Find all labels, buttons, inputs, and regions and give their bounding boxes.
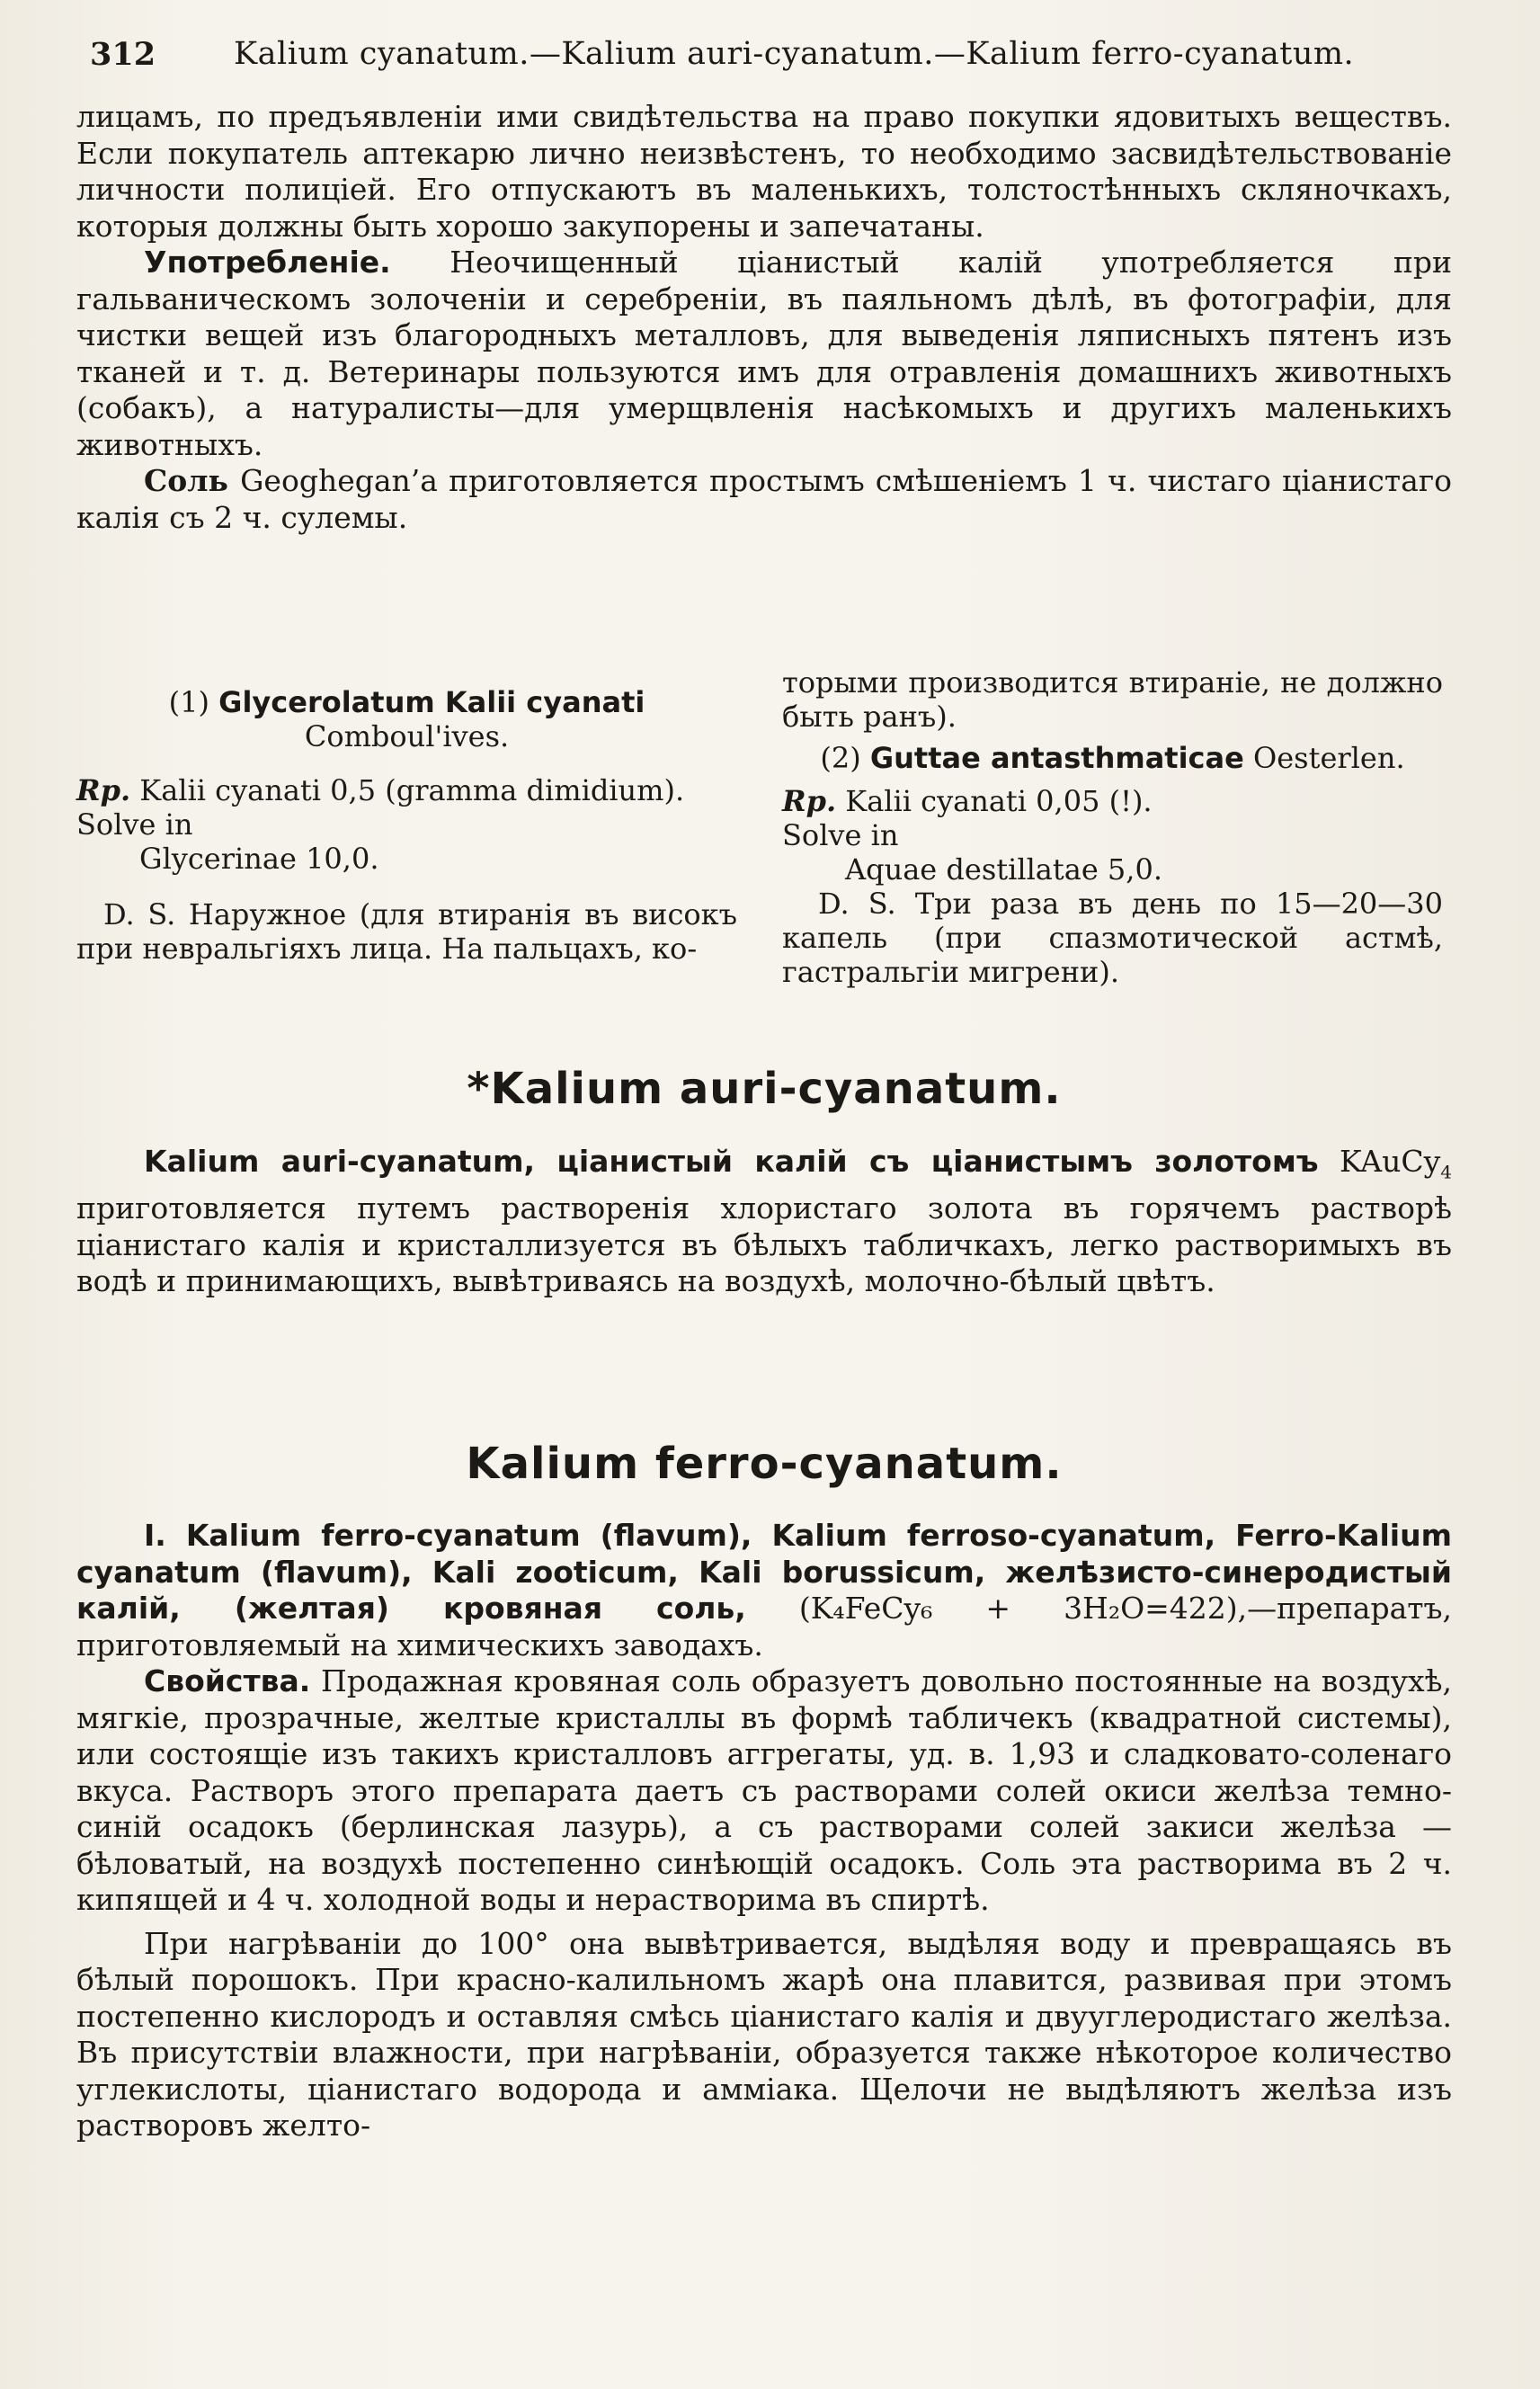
auri-cyanatum-section [76, 1144, 1452, 1300]
auri-formula-subscript: 4 [1440, 1161, 1452, 1183]
recipe-1-heading [76, 685, 737, 753]
recipe-2-heading [782, 741, 1443, 775]
auri-formula: KAuCy [1318, 1144, 1441, 1179]
geoghegan-name: Geoghegan’a [240, 463, 438, 498]
recipe-2-solve: Solve in [782, 818, 899, 852]
recipe-2-ingredient: Kalii cyanati 0,05 (!). [836, 784, 1153, 818]
recipe-1-ds-text: Наружное (для втиранія въ високъ при невральгіяхъ лица. На пальцахъ, ко- [76, 897, 738, 966]
recipe-2-prescription [782, 784, 1443, 818]
recipe-1-solvent: Glycerinae 10,0. [139, 842, 379, 876]
page-number: 312 [90, 36, 156, 73]
ferro-synonyms: I. Kalium ferro-cyanatum (flavum), Kalium ferroso-cyanatum, Ferro-Kalium cyanatum (flavum), Kali zooticum, Kali borussicum, желѣзисто-синеродистый калій, (желтая) кровяная соль, [76, 1518, 1452, 1626]
recipe-1 [76, 685, 737, 966]
recipe-1-continuation: торыми производится втираніе, не должно быть ранъ). [782, 665, 1443, 734]
recipe-1-author: Comboul'ives. [304, 719, 510, 753]
geoghegan-text: приготовляется простымъ смѣшеніемъ 1 ч. чистаго ціанистаго калія съ 2 ч. сулемы. [76, 463, 1452, 535]
recipe-2-rp: Rp. [782, 784, 837, 818]
kalium-cyanatum-continuation [76, 99, 1452, 536]
recipe-2-title: Guttae antasthmaticae [869, 741, 1244, 775]
auri-cyanatum-text: приготовляется путемъ растворенія хлористаго золота въ горячемъ растворѣ ціанистаго калія и кристаллизуется въ бѣлыхъ табличкахъ, легко растворимыхъ въ водѣ и принимающихъ, вывѣтриваясь на воздухѣ, молочно-бѣлый цвѣтъ. [76, 1190, 1452, 1299]
ferro-formula: (K₄FeCy₆ + 3H₂O=422), [745, 1591, 1248, 1626]
recipe-1-ingredient: Kalii cyanati 0,5 (gramma dimidium). [130, 773, 685, 807]
recipe-1-signa [76, 897, 737, 966]
recipe-1-number: (1) [168, 685, 219, 719]
recipe-2-author: Oesterlen. [1243, 741, 1405, 775]
section-title-auri-cyanatum: *Kalium auri-cyanatum. [467, 1064, 1062, 1114]
recipe-2-ds-label: D. S. [818, 887, 896, 921]
ferro-heating-paragraph: При нагрѣваніи до 100° она вывѣтривается, выдѣляя воду и превращаясь въ бѣлый порошокъ. При красно-калильномъ жарѣ она плавится, развивая при этомъ постепенно кислородъ и оставляя смѣсь ціанистаго калія и двууглеродистаго желѣза. Въ присутствіи влажности, при нагрѣваніи, образуется также нѣкоторое количество углекислоты, ціанистаго водорода и амміака. Щелочи не выдѣляютъ желѣза изъ растворовъ желто- [76, 1925, 1452, 2143]
recipe-2-ds-text: Три раза въ день по 15—20—30 капель (при спазмотической астмѣ, гастральгіи мигрени). [782, 887, 1444, 989]
recipe-1-ds-label: D. S. [103, 897, 176, 932]
section-title-ferro-cyanatum: Kalium ferro-cyanatum. [466, 1439, 1063, 1489]
geoghegan-paragraph [76, 463, 1452, 536]
auri-cyanatum-term: Kalium auri-cyanatum, ціанистый калій съ ціанистымъ золотомъ [144, 1144, 1319, 1179]
page-header [90, 23, 1456, 77]
ferro-properties-paragraph [76, 1663, 1452, 1919]
recipe-1-rp: Rp. [76, 773, 131, 807]
intro-paragraph: лицамъ, по предъявленіи ими свидѣтельства на право покупки ядовитыхъ веществъ. Если покупатель аптекарю лично неизвѣстенъ, то необходимо засвидѣтельствованіе личности полиціей. Его отпускаютъ въ маленькихъ, толстостѣнныхъ скляночкахъ, которыя должны быть хорошо закупорены и запечатаны. [76, 99, 1452, 244]
ferro-properties-label: Свойства. [144, 1663, 311, 1698]
recipe-1-title: Glycerolatum Kalii cyanati [218, 685, 645, 719]
ferro-cyanatum-section [76, 1518, 1452, 2144]
ferro-intro-rest: —препаратъ, приготовляемый на химическихъ заводахъ. [76, 1591, 1452, 1662]
running-head: Kalium cyanatum.—Kalium auri-cyanatum.—Kalium ferro-cyanatum. [234, 36, 1355, 72]
geoghegan-label: Соль [144, 463, 241, 498]
recipe-1-solve: Solve in [76, 807, 193, 842]
recipe-2-solvent: Aquae destillatae 5,0. [845, 852, 1162, 887]
usage-text: Неочищенный ціанистый калій употребляется при гальваническомъ золоченіи и серебреніи, въ паяльномъ дѣлѣ, въ фотографіи, для чистки вещей изъ благородныхъ металловъ, для выведенія ляписныхъ пятенъ изъ тканей и т. д. Ветеринары пользуются имъ для отравленія домашнихъ животныхъ (собакъ), а натуралисты—для умерщвленія насѣкомыхъ и другихъ маленькихъ животныхъ. [76, 245, 1452, 462]
recipe-1-prescription [76, 773, 737, 807]
usage-label: Употребленіе. [144, 245, 391, 280]
recipe-2-signa [782, 887, 1443, 989]
recipe-2-number: (2) [820, 741, 870, 775]
ferro-intro-paragraph [76, 1518, 1452, 1663]
ferro-properties-text: Продажная кровяная соль образуетъ довольно постоянные на воздухѣ, мягкіе, прозрачные, желтые кристаллы въ формѣ табличекъ (квадратной системы), или состоящіе изъ такихъ кристалловъ аггрегаты, уд. в. 1,93 и сладковато-соленаго вкуса. Растворъ этого препарата даетъ съ растворами солей окиси желѣза темно-синій осадокъ (берлинская лазурь), а съ растворами солей закиси желѣза — бѣловатый, на воздухѣ постепенно синѣющій осадокъ. Соль эта растворима въ 2 ч. кипящей и 4 ч. холодной воды и нерастворима въ спиртѣ. [76, 1663, 1452, 1917]
auri-cyanatum-paragraph [76, 1144, 1452, 1300]
usage-paragraph [76, 245, 1452, 463]
recipe-column-right [782, 665, 1443, 989]
